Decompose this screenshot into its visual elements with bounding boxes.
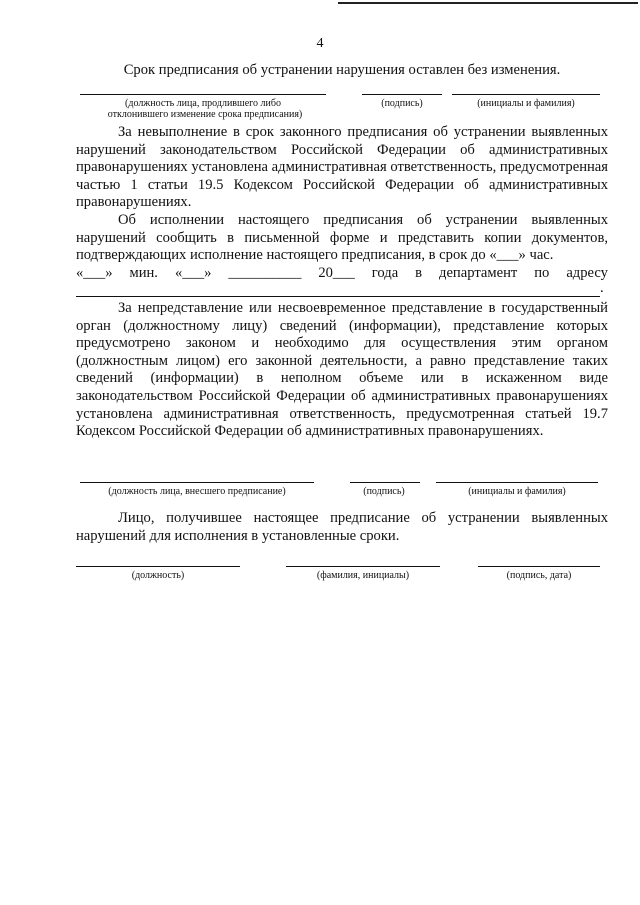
received-text: Лицо, получившее настоящее предписание об устранении выявленных нарушений для исполнения в установленные сроки. xyxy=(76,510,608,544)
signature-date-caption: (подпись, дата) xyxy=(506,570,572,581)
scan-edge-line xyxy=(338,2,638,4)
signature-caption: (подпись) xyxy=(381,98,423,109)
signature-caption: (подпись) xyxy=(363,486,405,497)
report-deadline-row xyxy=(76,265,608,282)
name-caption: (фамилия, инициалы) xyxy=(316,570,410,581)
minutes-label: мин. xyxy=(129,265,158,281)
position-caption: (должность) xyxy=(131,570,185,581)
day-field: «___» xyxy=(174,265,212,281)
initials-caption: (инициалы и фамилия) xyxy=(477,98,575,109)
term-unchanged-note: Срок предписания об устранении нарушения оставлен без изменения. xyxy=(123,62,561,78)
department-label: департамент xyxy=(439,265,518,281)
signature-line xyxy=(362,94,442,95)
position-line xyxy=(76,566,240,567)
position-line xyxy=(80,94,326,95)
position-caption: (должность лица, продлившего либо xyxy=(125,98,281,109)
nonsubmission-text: За непредставление или несвоевременное представление в государственный орган (должностному лицу) сведений (информации), представление которых предусмотрено законом и необходимо для осуществления этим органом (должностным лицом) его законной деятельности, а равно представление таких сведений (информации) в неполном объеме или в искаженном виде законодательством Российской Федерации об административных правонарушениях установлена административная ответственность, предусмотренная статьей 19.7 Кодексом Российской Федерации об административных правонарушениях. xyxy=(76,300,608,440)
report-paragraph xyxy=(76,212,608,265)
received-paragraph xyxy=(76,510,608,545)
initials-line xyxy=(436,482,598,483)
liability-paragraph xyxy=(76,124,608,212)
position-line xyxy=(80,482,314,483)
address-period: . xyxy=(600,280,604,296)
year-label: года xyxy=(371,265,399,281)
address-line xyxy=(76,296,600,297)
liability-text: За невыполнение в срок законного предписания об устранении выявленных нарушений законодательством Российской Федерации об административных правонарушениях установлена административная ответственность, предусмотренная частью 1 статьи 19.5 Кодексом Российской Федерации об административных правонарушениях. xyxy=(76,124,609,211)
initials-line xyxy=(452,94,600,95)
preposition: в xyxy=(415,265,423,281)
signature-date-line xyxy=(478,566,600,567)
nonsubmission-paragraph xyxy=(76,300,608,441)
month-field: __________ xyxy=(228,265,302,281)
report-text: Об исполнении настоящего предписания об устранении выявленных нарушений сообщить в письменной форме и представить копии документов, подтверждающих исполнение настоящего предписания, в срок до «___» час. xyxy=(76,212,608,264)
position-caption-cont: отклонившего изменение срока предписания) xyxy=(107,109,303,120)
preposition-po: по xyxy=(534,265,550,281)
year-field: 20___ xyxy=(318,265,355,281)
name-line xyxy=(286,566,440,567)
address-label: адресу xyxy=(566,265,608,281)
position-caption: (должность лица, внесшего предписание) xyxy=(108,486,286,497)
page-number: 4 xyxy=(316,36,324,51)
minutes-field: «___» xyxy=(76,265,113,281)
signature-line xyxy=(350,482,420,483)
initials-caption: (инициалы и фамилия) xyxy=(468,486,566,497)
